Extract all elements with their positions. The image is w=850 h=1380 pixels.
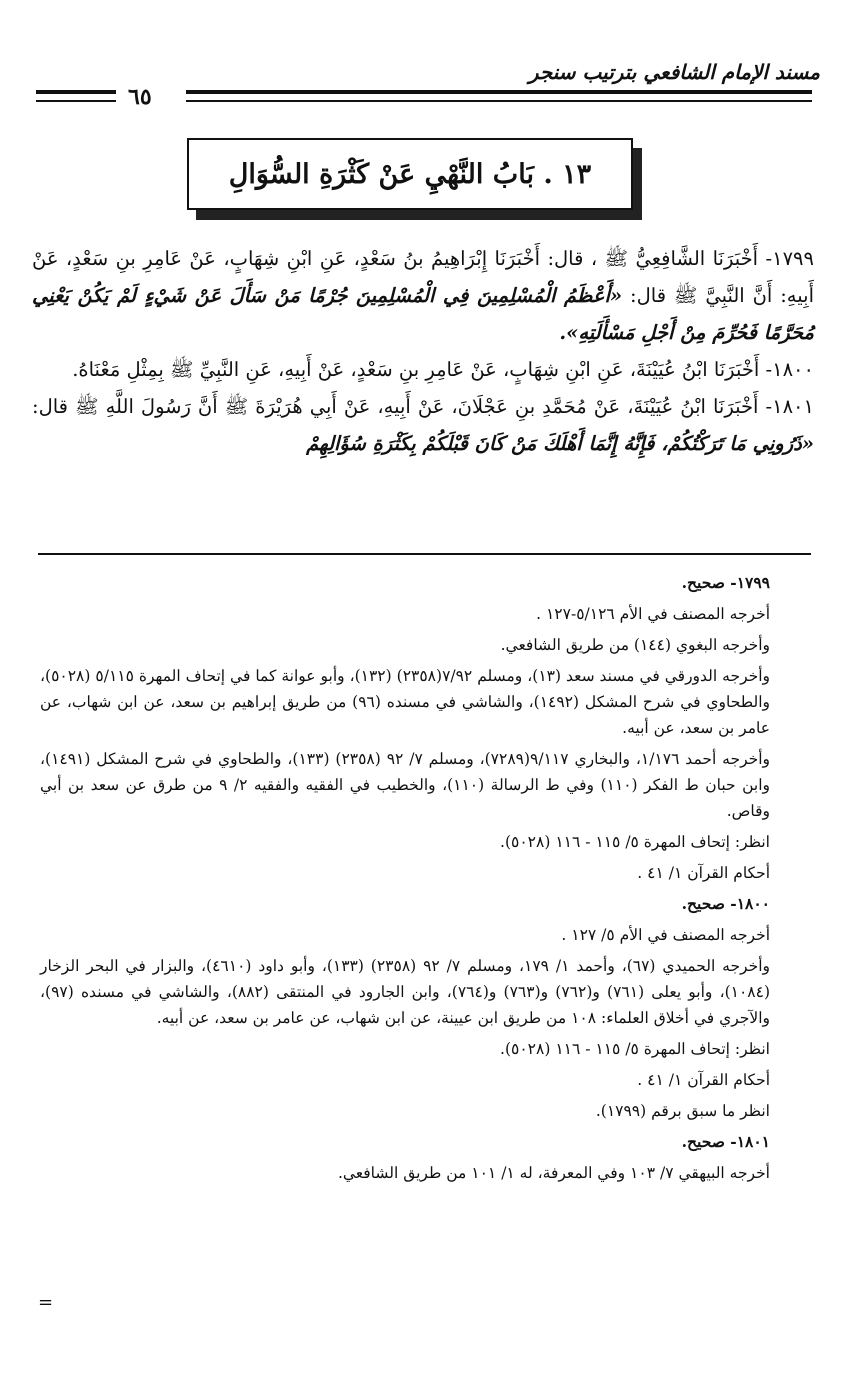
header-rule-right-thin [186, 100, 812, 102]
chapter-box [187, 138, 633, 210]
footnote-line: انظر: إتحاف المهرة ٥/ ١١٥ - ١١٦ (٥٠٢٨). [500, 833, 770, 851]
footnote-line: أخرجه البيهقي ٧/ ١٠٣ وفي المعرفة، له ١/ ١٠١ من طريق الشافعي. [337, 1164, 770, 1182]
footnotes [40, 570, 770, 1191]
main-text [32, 240, 814, 462]
footnote-line: أحكام القرآن ١/ ٤١ . [637, 1071, 770, 1089]
footnote-heading: ١٨٠٠- صحيح. [681, 894, 770, 913]
page-number: ٦٥ [128, 84, 152, 110]
running-title: مسند الإمام الشافعي بترتيب سنجر [528, 60, 820, 84]
footnote-heading: ١٧٩٩- صحيح. [681, 573, 770, 592]
hadith-text: ١٨٠٠- أَخْبَرَنَا ابْنُ عُيَيْنَةَ، عَنِ ابْنِ شِهَابٍ، عَنْ عَامِرِ بنِ سَعْدٍ، عَنْ أَبِيهِ، عَنِ النَّبِيِّ ﷺ بِمِثْلِ مَعْنَاهُ. [72, 358, 814, 381]
footnote-line: انظر: إتحاف المهرة ٥/ ١١٥ - ١١٦ (٥٠٢٨). [500, 1040, 770, 1058]
hadith-quote: «ذَرُونِي مَا تَرَكْتُكُمْ، فَإِنَّهُ إِنَّمَا أَهْلَكَ مَنْ كَانَ قَبْلَكُمْ بِكَثْرَةِ سُؤَالِهِمْ [306, 432, 814, 455]
hadith-text: ١٧٩٩- أَخْبَرَنَا الشَّافِعِيُّ ﷺ ، قال: أَخْبَرَنَا إِبْرَاهِيمُ بنُ سَعْدٍ، عَنِ ابْنِ شِهَابٍ، عَنْ عَامِرِ بنِ سَعْدٍ، عَنْ أَبِيهِ: أَنَّ النَّبِيَّ ﷺ قال: [32, 247, 814, 307]
footnote-line: أخرجه المصنف في الأم ٥/ ١٢٧ . [561, 926, 770, 944]
footnote-line: أحكام القرآن ١/ ٤١ . [637, 864, 770, 882]
chapter-title: ١٣ . بَابُ النَّهْيِ عَنْ كَثْرَةِ السُّوَالِ [228, 158, 592, 190]
footnote-separator [38, 553, 811, 555]
footnote-line: وأخرجه أحمد ١/١٧٦، والبخاري ٩/١١٧(٧٢٨٩)، ومسلم ٧/ ٩٢ (٢٣٥٨) (١٣٣)، والطحاوي في شرح المشكل (١٤٩١)، وابن حبان ط الفكر (١١٠) وفي ط الرسالة (١١٠)، والخطيب في الفقيه والفقيه ٢/ ٩ من طرق عن سعد بن أبي وقاص. [40, 750, 771, 820]
footnote-line: انظر ما سبق برقم (١٧٩٩). [595, 1102, 770, 1120]
footnote-line: وأخرجه البغوي (١٤٤) من طريق الشافعي. [500, 636, 770, 654]
footnote-line: وأخرجه الدورقي في مسند سعد (١٣)، ومسلم ٧/٩٢(٢٣٥٨) (١٣٢)، وأبو عوانة كما في إتحاف المهرة ٥/١١٥ (٥٠٢٨)، والطحاوي في شرح المشكل (١٤٩٢)، والشاشي في مسنده (٩٦) من طريق إبراهيم بن سعد، عن ابن شهاب، عن عامر بن سعد، عن أبيه. [40, 667, 770, 737]
hadith-1799 [32, 240, 814, 351]
header-rule-right [186, 90, 812, 94]
footnote-line: أخرجه المصنف في الأم ٥/١٢٦-١٢٧ . [536, 605, 770, 623]
hadith-1801 [32, 388, 814, 462]
header-rule-left [36, 90, 116, 94]
footnote-heading: ١٨٠١- صحيح. [681, 1132, 770, 1151]
continuation-mark: = [38, 1292, 54, 1313]
footnote-line: وأخرجه الحميدي (٦٧)، وأحمد ١/ ١٧٩، ومسلم ٧/ ٩٢ (٢٣٥٨) (١٣٣)، وأبو داود (٤٦١٠)، والبزار في البحر الزخار (١٠٨٤)، وأبو يعلى (٧٦١) و(٧٦٢) و(٧٦٣) و(٧٦٤)، وابن الجارود في المنتقى (٨٨٢)، والشاشي في مسنده (٩٧)، والآجري في أخلاق العلماء: ١٠٨ من طريق ابن عيينة، عن ابن شهاب، عن عامر بن سعد، عن أبيه. [40, 957, 771, 1027]
hadith-text: ١٨٠١- أَخْبَرَنَا ابْنُ عُيَيْنَةَ، عَنْ مُحَمَّدِ بنِ عَجْلَانَ، عَنْ أَبِيهِ، عَنْ أَبِي هُرَيْرَةَ ﷺ أَنَّ رَسُولَ اللَّهِ ﷺ قال: [32, 395, 814, 418]
header-rule-left-thin [36, 100, 116, 102]
hadith-quote: «أَعْظَمُ الْمُسْلِمِينَ فِي الْمُسْلِمِينَ جُرْمًا مَنْ سَأَلَ عَنْ شَيْءٍ لَمْ يَكُنْ يَعْنِي مُحَرَّمًا فَحُرِّمَ مِنْ أَجْلِ مَسْأَلَتِهِ». [32, 284, 814, 344]
hadith-1800 [32, 351, 814, 388]
